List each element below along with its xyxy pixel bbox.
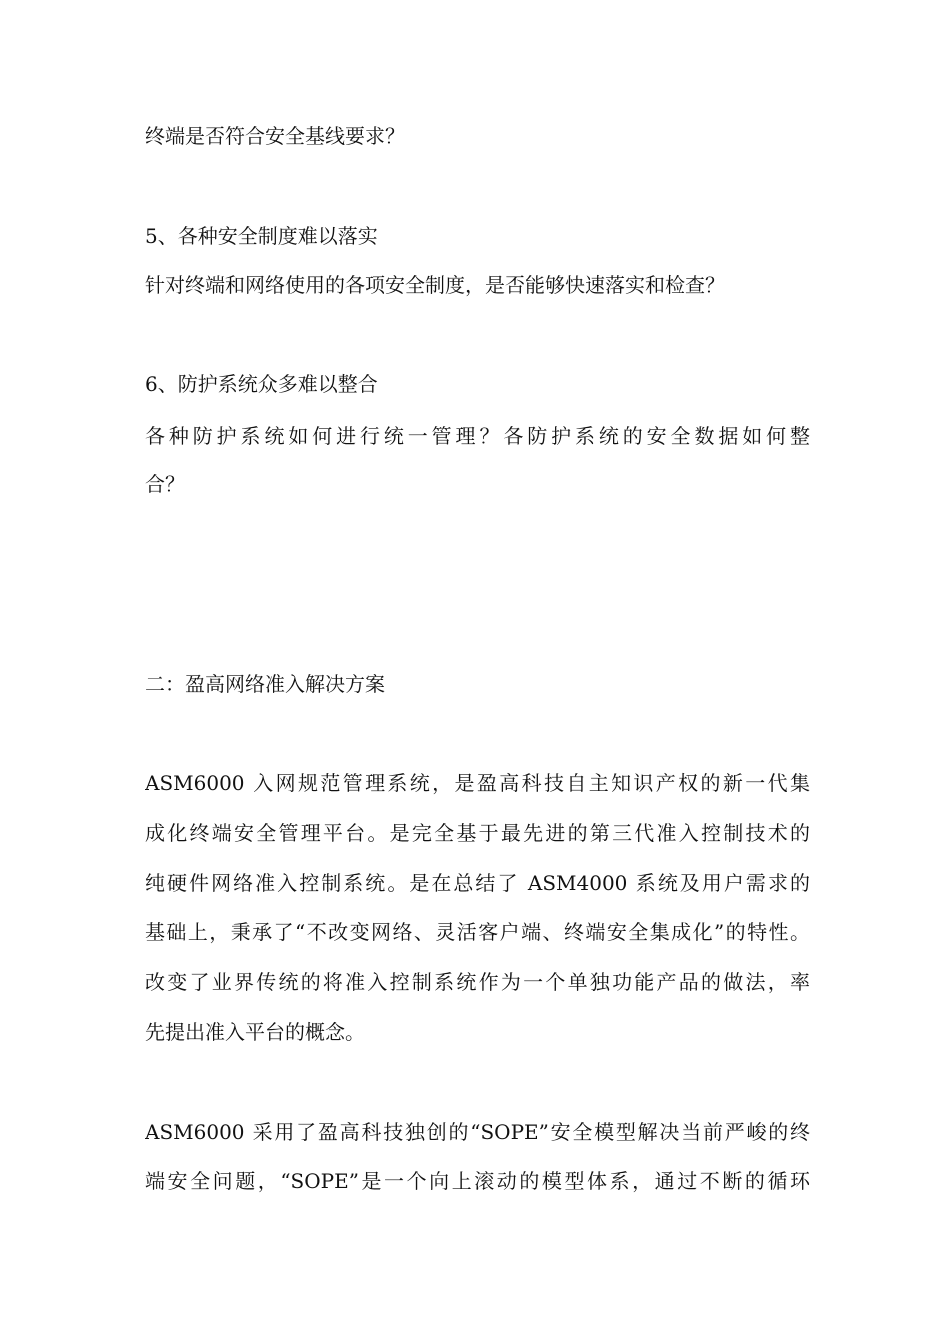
paragraph-1-line: 成化终端安全管理平台。是完全基于最先进的第三代准入控制技术的 bbox=[145, 821, 810, 845]
section-title: 二：盈高网络准入解决方案 bbox=[145, 672, 385, 696]
paragraph-2-line: 端安全问题，“SOPE”是一个向上滚动的模型体系，通过不断的循环 bbox=[145, 1169, 810, 1193]
paragraph-1-line: ASM6000 入网规范管理系统，是盈高科技自主知识产权的新一代集 bbox=[145, 771, 810, 795]
paragraph-2-line: ASM6000 采用了盈高科技独创的“SOPE”安全模型解决当前严峻的终 bbox=[145, 1120, 810, 1144]
item-6-text-line: 各种防护系统如何进行统一管理？各防护系统的安全数据如何整 bbox=[145, 424, 810, 448]
paragraph-1-line: 先提出准入平台的概念。 bbox=[145, 1020, 365, 1044]
item-5-text: 针对终端和网络使用的各项安全制度，是否能够快速落实和检查？ bbox=[145, 273, 725, 297]
item-6-text-line: 合？ bbox=[145, 472, 185, 496]
paragraph-1-line: 改变了业界传统的将准入控制系统作为一个单独功能产品的做法，率 bbox=[145, 970, 810, 994]
continuation-text: 终端是否符合安全基线要求？ bbox=[145, 124, 405, 148]
paragraph-1-line: 基础上，秉承了“不改变网络、灵活客户端、终端安全集成化”的特性。 bbox=[145, 920, 810, 944]
item-5-heading: 5、各种安全制度难以落实 bbox=[145, 224, 378, 248]
item-6-heading: 6、防护系统众多难以整合 bbox=[145, 372, 378, 396]
paragraph-1-line: 纯硬件网络准入控制系统。是在总结了 ASM4000 系统及用户需求的 bbox=[145, 871, 810, 895]
